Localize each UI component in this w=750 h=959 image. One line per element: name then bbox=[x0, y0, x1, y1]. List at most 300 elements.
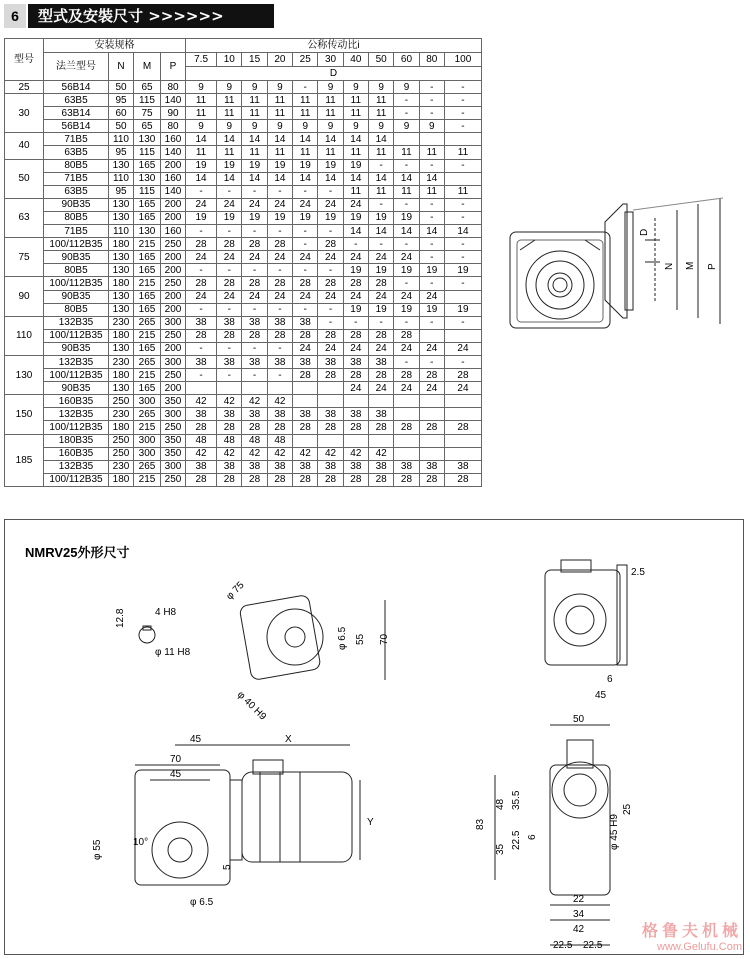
value-cell: - bbox=[419, 81, 444, 94]
outline-drawing-panel bbox=[4, 519, 744, 955]
value-cell: - bbox=[444, 94, 481, 107]
col-p-header: P bbox=[161, 53, 186, 81]
value-cell: 200 bbox=[161, 159, 186, 172]
value-cell: 200 bbox=[161, 303, 186, 316]
value-cell: 19 bbox=[369, 211, 394, 224]
flange-cell: 160B35 bbox=[44, 447, 109, 460]
value-cell: 80 bbox=[161, 120, 186, 133]
value-cell: 24 bbox=[293, 251, 318, 264]
value-cell: 24 bbox=[343, 198, 368, 211]
table-row bbox=[5, 146, 482, 159]
value-cell: 250 bbox=[109, 395, 134, 408]
value-cell: 130 bbox=[109, 303, 134, 316]
value-cell: 28 bbox=[242, 238, 267, 251]
value-cell: 28 bbox=[267, 277, 292, 290]
section-header bbox=[4, 4, 274, 28]
table-row bbox=[5, 290, 482, 303]
value-cell: 28 bbox=[242, 473, 267, 486]
value-cell: 24 bbox=[267, 290, 292, 303]
value-cell: 11 bbox=[242, 107, 267, 120]
value-cell: 130 bbox=[134, 225, 161, 238]
value-cell bbox=[419, 447, 444, 460]
value-cell bbox=[444, 434, 481, 447]
dim-12-8: 12.8 bbox=[115, 608, 126, 628]
model-cell: 75 bbox=[5, 238, 44, 277]
value-cell: 160 bbox=[161, 133, 186, 146]
value-cell: - bbox=[293, 303, 318, 316]
value-cell: 24 bbox=[318, 251, 343, 264]
value-cell: - bbox=[444, 120, 481, 133]
value-cell: 38 bbox=[369, 408, 394, 421]
value-cell: 11 bbox=[343, 146, 368, 159]
value-cell: - bbox=[217, 342, 242, 355]
value-cell: - bbox=[419, 251, 444, 264]
value-cell: 19 bbox=[186, 211, 217, 224]
table-row bbox=[5, 94, 482, 107]
value-cell: 14 bbox=[217, 172, 242, 185]
table-row bbox=[5, 107, 482, 120]
value-cell: 11 bbox=[217, 107, 242, 120]
value-cell: 19 bbox=[394, 303, 419, 316]
flange-cell: 90B35 bbox=[44, 342, 109, 355]
value-cell: 250 bbox=[161, 473, 186, 486]
value-cell bbox=[318, 395, 343, 408]
value-cell bbox=[369, 434, 394, 447]
flange-cell: 90B35 bbox=[44, 290, 109, 303]
value-cell: 9 bbox=[318, 81, 343, 94]
value-cell: - bbox=[217, 264, 242, 277]
value-cell: 24 bbox=[186, 251, 217, 264]
value-cell bbox=[419, 395, 444, 408]
value-cell: 130 bbox=[109, 198, 134, 211]
flange-cell: 132B35 bbox=[44, 316, 109, 329]
value-cell: 165 bbox=[134, 198, 161, 211]
table-row bbox=[5, 473, 482, 486]
value-cell: 48 bbox=[217, 434, 242, 447]
value-cell: 28 bbox=[369, 277, 394, 290]
value-cell: 28 bbox=[318, 421, 343, 434]
value-cell: 38 bbox=[217, 408, 242, 421]
value-cell: - bbox=[444, 251, 481, 264]
value-cell: - bbox=[419, 211, 444, 224]
value-cell: 140 bbox=[161, 146, 186, 159]
value-cell: 38 bbox=[369, 355, 394, 368]
value-cell: 38 bbox=[217, 355, 242, 368]
value-cell: 11 bbox=[343, 94, 368, 107]
flange-cell: 80B5 bbox=[44, 303, 109, 316]
value-cell bbox=[394, 447, 419, 460]
dim-50: 50 bbox=[573, 714, 585, 725]
value-cell: 11 bbox=[369, 146, 394, 159]
value-cell: 165 bbox=[134, 290, 161, 303]
value-cell: 28 bbox=[444, 369, 481, 382]
value-cell: 28 bbox=[394, 421, 419, 434]
value-cell: 28 bbox=[318, 369, 343, 382]
value-cell: 215 bbox=[134, 369, 161, 382]
value-cell: 165 bbox=[134, 303, 161, 316]
flange-cell: 100/112B35 bbox=[44, 329, 109, 342]
value-cell: 11 bbox=[217, 146, 242, 159]
value-cell: 38 bbox=[318, 355, 343, 368]
value-cell: - bbox=[293, 225, 318, 238]
value-cell: - bbox=[186, 369, 217, 382]
value-cell: 38 bbox=[217, 460, 242, 473]
value-cell: 28 bbox=[267, 238, 292, 251]
value-cell: 160 bbox=[161, 225, 186, 238]
dim-25: 25 bbox=[622, 803, 633, 815]
table-row bbox=[5, 277, 482, 290]
value-cell: 28 bbox=[444, 421, 481, 434]
value-cell: 11 bbox=[444, 146, 481, 159]
ratio-header: 100 bbox=[444, 53, 481, 67]
value-cell: 200 bbox=[161, 198, 186, 211]
flange-cell: 63B14 bbox=[44, 107, 109, 120]
value-cell: 9 bbox=[217, 120, 242, 133]
value-cell: 14 bbox=[217, 133, 242, 146]
value-cell: - bbox=[369, 238, 394, 251]
value-cell: 19 bbox=[217, 159, 242, 172]
ratio-header: 80 bbox=[419, 53, 444, 67]
value-cell: 130 bbox=[134, 172, 161, 185]
dim-5: 5 bbox=[222, 864, 233, 870]
flange-cell: 100/112B35 bbox=[44, 369, 109, 382]
value-cell: 11 bbox=[343, 107, 368, 120]
value-cell: - bbox=[343, 238, 368, 251]
flange-cell: 63B5 bbox=[44, 185, 109, 198]
value-cell: 42 bbox=[217, 395, 242, 408]
value-cell: 60 bbox=[109, 107, 134, 120]
value-cell: 24 bbox=[419, 382, 444, 395]
value-cell: 38 bbox=[444, 460, 481, 473]
value-cell: 19 bbox=[318, 211, 343, 224]
value-cell: - bbox=[394, 316, 419, 329]
value-cell: 24 bbox=[217, 251, 242, 264]
value-cell: 28 bbox=[217, 473, 242, 486]
value-cell: 265 bbox=[134, 408, 161, 421]
ratio-header: 20 bbox=[267, 53, 292, 67]
value-cell: - bbox=[419, 159, 444, 172]
value-cell: 165 bbox=[134, 342, 161, 355]
value-cell: 11 bbox=[394, 146, 419, 159]
value-cell: 230 bbox=[109, 316, 134, 329]
value-cell: 28 bbox=[293, 421, 318, 434]
value-cell: 200 bbox=[161, 342, 186, 355]
value-cell: 9 bbox=[369, 120, 394, 133]
col-n-header: N bbox=[109, 53, 134, 81]
value-cell: 11 bbox=[369, 94, 394, 107]
table-row bbox=[5, 303, 482, 316]
dim-34: 34 bbox=[573, 909, 585, 920]
value-cell: 165 bbox=[134, 382, 161, 395]
value-cell: 28 bbox=[267, 473, 292, 486]
value-cell: - bbox=[444, 277, 481, 290]
table-row bbox=[5, 329, 482, 342]
value-cell: - bbox=[293, 185, 318, 198]
value-cell: - bbox=[419, 277, 444, 290]
value-cell bbox=[444, 447, 481, 460]
flange-cell: 80B5 bbox=[44, 159, 109, 172]
value-cell: 350 bbox=[161, 395, 186, 408]
dim-75: φ 75 bbox=[224, 579, 247, 603]
value-cell: 38 bbox=[343, 355, 368, 368]
value-cell: 9 bbox=[369, 81, 394, 94]
value-cell: - bbox=[293, 264, 318, 277]
value-cell: 19 bbox=[267, 159, 292, 172]
value-cell: - bbox=[186, 303, 217, 316]
flange-cell: 132B35 bbox=[44, 355, 109, 368]
value-cell bbox=[394, 395, 419, 408]
table-row bbox=[5, 447, 482, 460]
value-cell: - bbox=[394, 107, 419, 120]
value-cell: 24 bbox=[217, 290, 242, 303]
ratio-header: 15 bbox=[242, 53, 267, 67]
value-cell: 28 bbox=[293, 329, 318, 342]
value-cell: 300 bbox=[134, 395, 161, 408]
flange-cell: 90B35 bbox=[44, 198, 109, 211]
flange-cell: 71B5 bbox=[44, 225, 109, 238]
value-cell: 38 bbox=[217, 316, 242, 329]
value-cell: 14 bbox=[369, 133, 394, 146]
value-cell: 180 bbox=[109, 473, 134, 486]
value-cell: 24 bbox=[369, 382, 394, 395]
value-cell: 115 bbox=[134, 185, 161, 198]
dim-55: 55 bbox=[355, 633, 366, 645]
value-cell: 140 bbox=[161, 94, 186, 107]
label-n: N bbox=[664, 262, 675, 270]
flange-cell: 100/112B35 bbox=[44, 277, 109, 290]
value-cell: - bbox=[444, 355, 481, 368]
dim-2-5: 2.5 bbox=[631, 567, 645, 578]
value-cell: 180 bbox=[109, 277, 134, 290]
value-cell: 24 bbox=[318, 342, 343, 355]
value-cell: - bbox=[444, 211, 481, 224]
dim-35-5: 35.5 bbox=[511, 790, 522, 810]
value-cell: 24 bbox=[242, 290, 267, 303]
value-cell: 42 bbox=[293, 447, 318, 460]
value-cell: 19 bbox=[343, 303, 368, 316]
value-cell: - bbox=[318, 185, 343, 198]
value-cell: 28 bbox=[343, 277, 368, 290]
value-cell bbox=[293, 434, 318, 447]
value-cell: 165 bbox=[134, 211, 161, 224]
value-cell: 38 bbox=[186, 408, 217, 421]
table-row bbox=[5, 316, 482, 329]
value-cell: 9 bbox=[242, 120, 267, 133]
value-cell: 200 bbox=[161, 211, 186, 224]
dim-22: 22 bbox=[573, 894, 585, 905]
value-cell: 14 bbox=[242, 133, 267, 146]
value-cell: 9 bbox=[343, 81, 368, 94]
value-cell: 165 bbox=[134, 264, 161, 277]
value-cell: 9 bbox=[419, 120, 444, 133]
value-cell: - bbox=[394, 159, 419, 172]
value-cell: 42 bbox=[318, 447, 343, 460]
value-cell: - bbox=[318, 316, 343, 329]
value-cell: - bbox=[369, 159, 394, 172]
value-cell: 28 bbox=[217, 329, 242, 342]
value-cell: 19 bbox=[293, 159, 318, 172]
value-cell bbox=[242, 382, 267, 395]
value-cell: 28 bbox=[242, 421, 267, 434]
dim-45-b: 45 bbox=[170, 769, 182, 780]
value-cell: 350 bbox=[161, 434, 186, 447]
value-cell: 9 bbox=[267, 81, 292, 94]
dim-x: X bbox=[285, 734, 292, 745]
value-cell: 11 bbox=[419, 185, 444, 198]
dim-4h8: 4 H8 bbox=[155, 607, 177, 618]
value-cell: 24 bbox=[242, 251, 267, 264]
value-cell: 38 bbox=[343, 460, 368, 473]
value-cell: - bbox=[394, 198, 419, 211]
value-cell bbox=[419, 133, 444, 146]
flange-cell: 80B5 bbox=[44, 264, 109, 277]
install-group-header: 安装规格 bbox=[44, 39, 186, 53]
value-cell: 11 bbox=[318, 94, 343, 107]
dim-70: 70 bbox=[379, 633, 390, 645]
value-cell: 110 bbox=[109, 172, 134, 185]
value-cell: 250 bbox=[161, 238, 186, 251]
value-cell: 38 bbox=[318, 460, 343, 473]
value-cell: 24 bbox=[444, 342, 481, 355]
value-cell: 24 bbox=[369, 290, 394, 303]
value-cell: - bbox=[444, 198, 481, 211]
value-cell: - bbox=[369, 316, 394, 329]
value-cell: 24 bbox=[394, 382, 419, 395]
value-cell: - bbox=[419, 107, 444, 120]
value-cell: 14 bbox=[419, 225, 444, 238]
value-cell: 350 bbox=[161, 447, 186, 460]
value-cell: 14 bbox=[318, 133, 343, 146]
flange-cell: 71B5 bbox=[44, 133, 109, 146]
dim-83: 83 bbox=[475, 818, 486, 830]
value-cell: 65 bbox=[134, 120, 161, 133]
value-cell: - bbox=[217, 303, 242, 316]
model-cell: 30 bbox=[5, 94, 44, 133]
value-cell: - bbox=[186, 225, 217, 238]
table-row bbox=[5, 395, 482, 408]
value-cell: 14 bbox=[444, 225, 481, 238]
value-cell: 19 bbox=[242, 211, 267, 224]
table-row bbox=[5, 408, 482, 421]
value-cell: 130 bbox=[109, 211, 134, 224]
value-cell: 300 bbox=[161, 460, 186, 473]
value-cell: 11 bbox=[318, 146, 343, 159]
flange-cell: 80B5 bbox=[44, 211, 109, 224]
dim-6-5: φ 6.5 bbox=[337, 626, 348, 650]
value-cell: - bbox=[242, 303, 267, 316]
value-cell bbox=[186, 382, 217, 395]
value-cell: 24 bbox=[293, 290, 318, 303]
value-cell bbox=[343, 395, 368, 408]
value-cell: 130 bbox=[109, 342, 134, 355]
value-cell: 38 bbox=[267, 408, 292, 421]
value-cell bbox=[394, 133, 419, 146]
value-cell: 95 bbox=[109, 146, 134, 159]
value-cell bbox=[217, 382, 242, 395]
table-row bbox=[5, 369, 482, 382]
value-cell bbox=[444, 290, 481, 303]
value-cell: 28 bbox=[318, 329, 343, 342]
value-cell: 250 bbox=[161, 277, 186, 290]
value-cell: 9 bbox=[293, 120, 318, 133]
flange-cell: 90B35 bbox=[44, 251, 109, 264]
value-cell: 14 bbox=[267, 133, 292, 146]
value-cell: 24 bbox=[343, 382, 368, 395]
value-cell: - bbox=[419, 94, 444, 107]
value-cell: - bbox=[267, 185, 292, 198]
value-cell: 19 bbox=[394, 211, 419, 224]
value-cell: 14 bbox=[369, 172, 394, 185]
value-cell bbox=[318, 382, 343, 395]
value-cell: 19 bbox=[267, 211, 292, 224]
value-cell: 14 bbox=[343, 172, 368, 185]
dim-y: Y bbox=[367, 817, 374, 828]
value-cell: 11 bbox=[186, 94, 217, 107]
value-cell bbox=[444, 172, 481, 185]
value-cell: 38 bbox=[267, 316, 292, 329]
value-cell: 115 bbox=[134, 94, 161, 107]
outline-title: NMRV25外形尺寸 bbox=[25, 545, 130, 560]
value-cell: 24 bbox=[293, 198, 318, 211]
value-cell: 42 bbox=[186, 447, 217, 460]
value-cell bbox=[267, 382, 292, 395]
value-cell: 11 bbox=[267, 107, 292, 120]
table-row bbox=[5, 264, 482, 277]
value-cell: 11 bbox=[444, 185, 481, 198]
value-cell: 180 bbox=[109, 329, 134, 342]
value-cell: 75 bbox=[134, 107, 161, 120]
value-cell: - bbox=[318, 225, 343, 238]
value-cell: 28 bbox=[343, 421, 368, 434]
value-cell bbox=[318, 434, 343, 447]
flange-cell: 90B35 bbox=[44, 382, 109, 395]
value-cell: - bbox=[186, 185, 217, 198]
value-cell: 24 bbox=[419, 290, 444, 303]
table-row bbox=[5, 211, 482, 224]
value-cell: 95 bbox=[109, 94, 134, 107]
page-number: 6 bbox=[4, 4, 26, 28]
value-cell: 300 bbox=[161, 408, 186, 421]
value-cell bbox=[369, 395, 394, 408]
table-row bbox=[5, 185, 482, 198]
value-cell: 28 bbox=[267, 421, 292, 434]
value-cell: 42 bbox=[267, 395, 292, 408]
value-cell: 300 bbox=[161, 355, 186, 368]
value-cell: 215 bbox=[134, 329, 161, 342]
value-cell bbox=[419, 434, 444, 447]
model-cell: 50 bbox=[5, 159, 44, 198]
value-cell: - bbox=[267, 369, 292, 382]
value-cell: 19 bbox=[394, 264, 419, 277]
value-cell: 11 bbox=[217, 94, 242, 107]
value-cell: 9 bbox=[394, 81, 419, 94]
value-cell: - bbox=[444, 316, 481, 329]
value-cell: - bbox=[267, 225, 292, 238]
value-cell: 28 bbox=[217, 421, 242, 434]
value-cell: 11 bbox=[186, 146, 217, 159]
value-cell: 38 bbox=[186, 316, 217, 329]
value-cell: - bbox=[394, 277, 419, 290]
value-cell: 115 bbox=[134, 146, 161, 159]
value-cell: 11 bbox=[267, 94, 292, 107]
value-cell: 215 bbox=[134, 238, 161, 251]
value-cell: 250 bbox=[161, 369, 186, 382]
table-row bbox=[5, 238, 482, 251]
col-flange-header: 法兰型号 bbox=[44, 53, 109, 81]
flange-cell: 56B14 bbox=[44, 120, 109, 133]
table-row bbox=[5, 355, 482, 368]
value-cell: 11 bbox=[343, 185, 368, 198]
